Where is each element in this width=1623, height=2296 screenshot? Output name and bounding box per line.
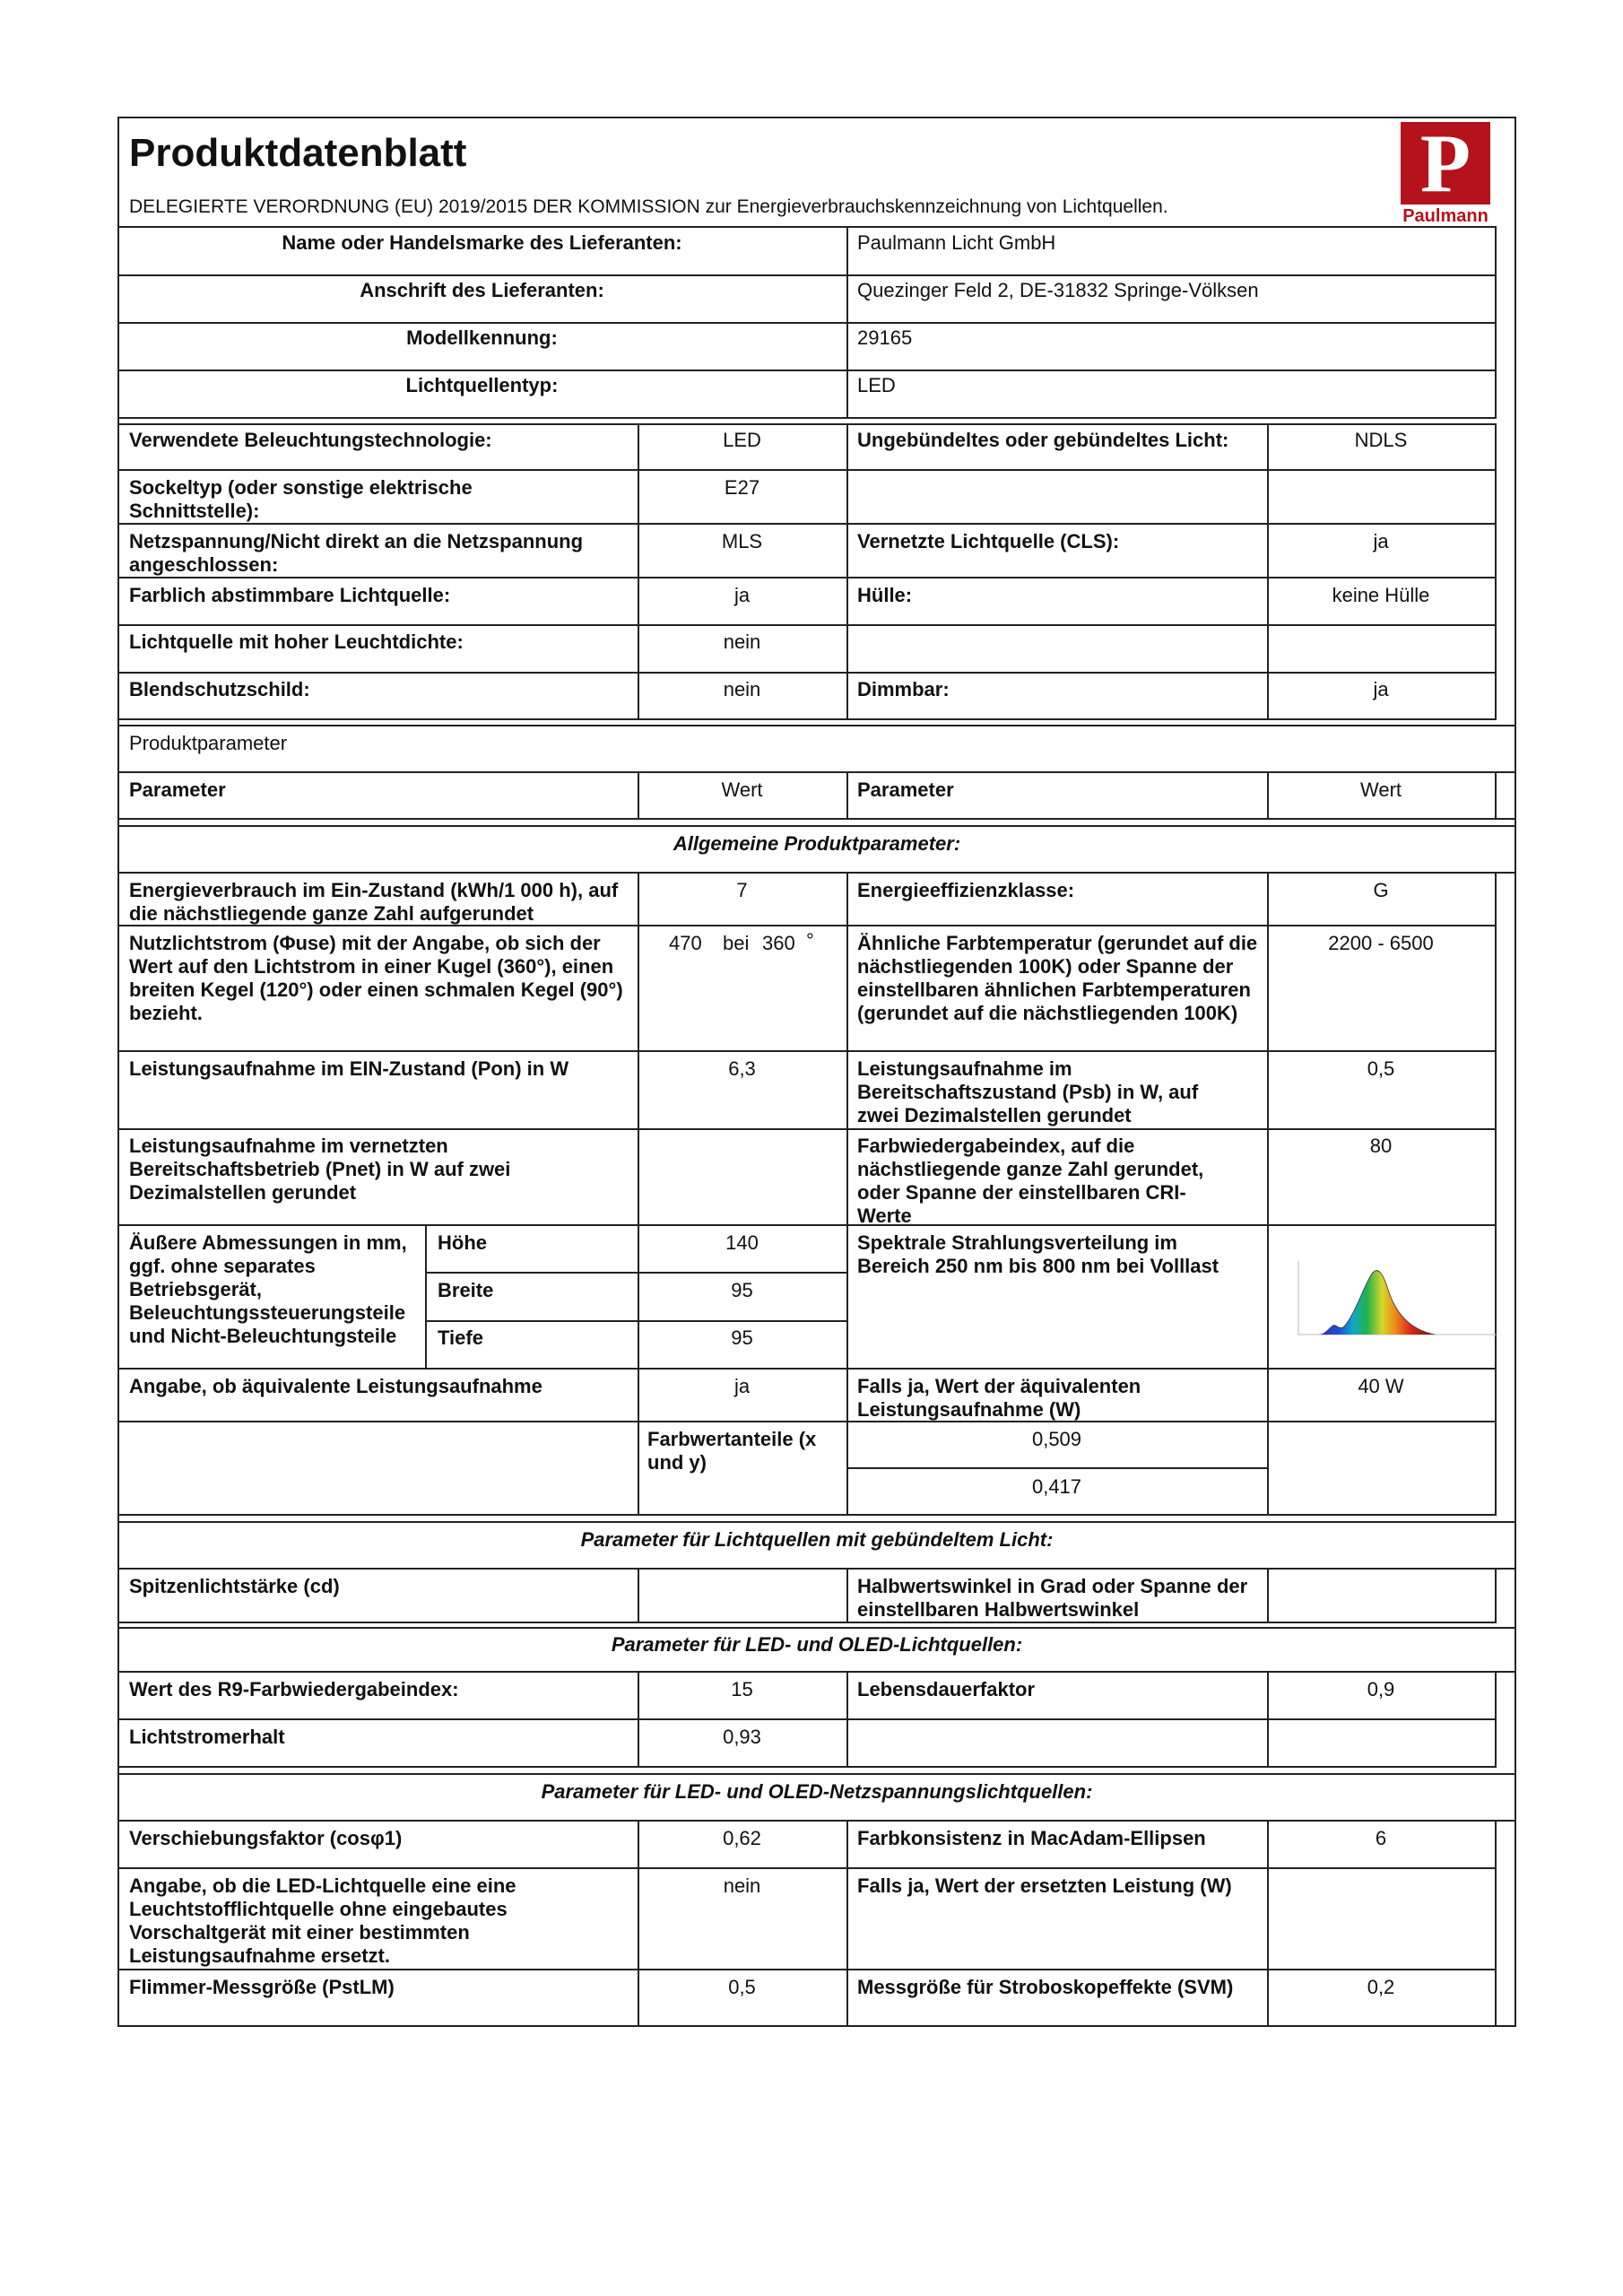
macadam-value: 6: [1375, 1827, 1387, 1849]
cct-value: 2200 - 6500: [1328, 932, 1434, 954]
survival-factor-value: 0,9: [1367, 1678, 1395, 1700]
stroboscopic-label: Messgröße für Stroboskopeffekte (SVM): [857, 1976, 1234, 1998]
col-value-right: Wert: [1359, 778, 1402, 801]
useful-flux-bei: bei: [723, 932, 750, 954]
cap-type-label: Sockeltyp (oder sonstige elektrische Schnittstelle):: [129, 476, 473, 522]
replacement-claim-value: nein: [723, 1874, 761, 1897]
regulation-subtitle: DELEGIERTE VERORDNUNG (EU) 2019/2015 DER KOMMISSION zur Energieverbrauchskennzeichnung von Lichtquellen.: [129, 196, 1168, 217]
equivalent-power-label: Angabe, ob äquivalente Leistungsaufnahme: [129, 1375, 542, 1397]
stroboscopic-value: 0,2: [1367, 1976, 1395, 1998]
general-parameters-heading: Allgemeine Produktparameter:: [673, 832, 961, 855]
model-id-value: 29165: [857, 326, 913, 349]
chromaticity-x-value: 0,509: [1031, 1428, 1082, 1450]
envelope-label: Hülle:: [857, 584, 913, 606]
supplier-name-value: Paulmann Licht GmbH: [857, 231, 1056, 254]
depth-label: Tiefe: [438, 1326, 483, 1349]
cls-value: ja: [1373, 530, 1389, 552]
energy-class-value: G: [1373, 879, 1389, 901]
depth-value: 95: [731, 1326, 753, 1349]
paulmann-logo: [1401, 117, 1490, 226]
width-value: 95: [731, 1279, 753, 1301]
energy-class-label: Energieeffizienzklasse:: [857, 879, 1075, 901]
cap-type-value: E27: [724, 476, 760, 499]
dimmable-value: ja: [1373, 678, 1389, 700]
flicker-label: Flimmer-Messgröße (PstLM): [129, 1976, 395, 1998]
survival-factor-label: Lebensdauerfaktor: [857, 1678, 1036, 1700]
envelope-value: keine Hülle: [1332, 584, 1430, 606]
spectral-distribution-graph: [1282, 1252, 1508, 1352]
energy-consumption-label: Energieverbrauch im Ein-Zustand (kWh/1 000 h), auf die nächstliegende ganze Zahl aufgerundet: [129, 879, 619, 925]
source-type-value: LED: [857, 374, 896, 396]
replacement-claim-label: Angabe, ob die LED-Lichtquelle eine eine Leuchtstofflichtquelle ohne eingebautes Vorschaltgerät mit einer bestimmten Leistungsaufnahme ersetzt.: [129, 1874, 516, 1967]
networked-standby-label: Leistungsaufnahme im vernetzten Bereitschaftsbetrieb (Pnet) in W auf zwei Dezimalstellen gerundet: [129, 1135, 511, 1204]
lumen-maintenance-value: 0,93: [723, 1726, 761, 1748]
supplier-address-value: Quezinger Feld 2, DE-31832 Springe-Völksen: [857, 279, 1259, 301]
flicker-value: 0,5: [728, 1976, 756, 1998]
anti-glare-label: Blendschutzschild:: [129, 678, 310, 700]
cct-label: Ähnliche Farbtemperatur (gerundet auf die nächstliegenden 100K) oder Spanne der einstellbaren ähnlichen Farbtemperaturen (gerundet auf die nächstliegenden 100K): [857, 932, 1258, 1024]
product-parameters-heading: Produktparameter: [129, 732, 288, 754]
model-id-label: Modellkennung:: [406, 326, 558, 349]
height-value: 140: [725, 1231, 759, 1254]
chromaticity-y-value: 0,417: [1031, 1475, 1082, 1498]
replacement-power-label: Falls ja, Wert der ersetzten Leistung (W): [857, 1874, 1232, 1897]
useful-flux-value: 470: [669, 932, 702, 954]
directional-value: NDLS: [1354, 429, 1408, 451]
energy-consumption-value: 7: [736, 879, 748, 901]
standby-power-label: Leistungsaufnahme im Bereitschaftszustand (Psb) in W, auf zwei Dezimalstellen gerundet: [857, 1057, 1199, 1126]
mains-value: MLS: [721, 530, 763, 552]
displacement-factor-value: 0,62: [723, 1827, 761, 1849]
beam-angle-label: Halbwertswinkel in Grad oder Spanne der einstellbaren Halbwertswinkel: [857, 1575, 1248, 1621]
standby-power-value: 0,5: [1367, 1057, 1395, 1080]
dls-parameters-heading: Parameter für Lichtquellen mit gebündeltem Licht:: [580, 1528, 1054, 1551]
high-luminance-label: Lichtquelle mit hoher Leuchtdichte:: [129, 631, 464, 653]
peak-intensity-label: Spitzenlichtstärke (cd): [129, 1575, 340, 1597]
on-mode-power-value: 6,3: [728, 1057, 756, 1080]
chromaticity-label: Farbwertanteile (x und y): [647, 1428, 817, 1474]
lumen-maintenance-label: Lichtstromerhalt: [129, 1726, 285, 1748]
supplier-address-label: Anschrift des Lieferanten:: [360, 279, 604, 301]
width-label: Breite: [438, 1279, 494, 1301]
high-luminance-value: nein: [723, 631, 761, 653]
page-title: Produktdatenblatt: [129, 131, 467, 175]
useful-flux-label: Nutzlichtstrom (Φuse) mit der Angabe, ob sich der Wert auf den Lichtstrom in einer Kugel (360°), einen breiten Kegel (120°) oder einen schmalen Kegel (90°) bezieht.: [129, 932, 623, 1024]
col-parameter-right: Parameter: [857, 778, 954, 801]
spectral-distribution-label: Spektrale Strahlungsverteilung im Bereich 250 nm bis 800 nm bei Volllast: [857, 1231, 1219, 1277]
dimensions-label: Äußere Abmessungen in mm, ggf. ohne separates Betriebsgerät, Beleuchtungssteuerungsteile und Nicht-Beleuchtungsteile: [129, 1231, 407, 1347]
col-value-left: Wert: [721, 778, 763, 801]
equivalent-power-w-value: 40 W: [1358, 1375, 1404, 1397]
mains-label: Netzspannung/Nicht direkt an die Netzspannung angeschlossen:: [129, 530, 584, 576]
displacement-factor-label: Verschiebungsfaktor (cosφ1): [129, 1827, 403, 1849]
mains-parameters-heading: Parameter für LED- und OLED-Netzspannungslichtquellen:: [541, 1780, 1093, 1803]
macadam-label: Farbkonsistenz in MacAdam-Ellipsen: [857, 1827, 1206, 1849]
led-parameters-heading: Parameter für LED- und OLED-Lichtquellen:: [611, 1633, 1023, 1656]
useful-flux-angle: 360: [762, 932, 795, 954]
anti-glare-value: nein: [723, 678, 761, 700]
equivalent-power-w-label: Falls ja, Wert der äquivalenten Leistungsaufnahme (W): [857, 1375, 1141, 1421]
tunable-label: Farblich abstimmbare Lichtquelle:: [129, 584, 451, 606]
source-type-label: Lichtquellentyp:: [405, 374, 559, 396]
logo-letter: P: [1401, 122, 1490, 204]
col-parameter-left: Parameter: [129, 778, 226, 801]
technology-value: LED: [723, 429, 761, 451]
supplier-name-label: Name oder Handelsmarke des Lieferanten:: [282, 231, 682, 254]
cri-label: Farbwiedergabeindex, auf die nächstliegende ganze Zahl gerundet, oder Spanne der einstellbaren CRI-Werte: [857, 1135, 1204, 1227]
logo-wordmark: Paulmann: [1402, 206, 1488, 226]
directional-label: Ungebündeltes oder gebündeltes Licht:: [857, 429, 1229, 451]
useful-flux-degree: °: [806, 929, 814, 952]
tunable-value: ja: [733, 584, 751, 606]
r9-label: Wert des R9-Farbwiedergabeindex:: [129, 1678, 459, 1700]
height-label: Höhe: [438, 1231, 487, 1254]
cls-label: Vernetzte Lichtquelle (CLS):: [857, 530, 1120, 552]
dimmable-label: Dimmbar:: [857, 678, 950, 700]
r9-value: 15: [731, 1678, 753, 1700]
technology-label: Verwendete Beleuchtungstechnologie:: [129, 429, 492, 451]
on-mode-power-label: Leistungsaufnahme im EIN-Zustand (Pon) in W: [129, 1057, 569, 1080]
cri-value: 80: [1369, 1135, 1393, 1157]
equivalent-power-value: ja: [733, 1375, 751, 1397]
